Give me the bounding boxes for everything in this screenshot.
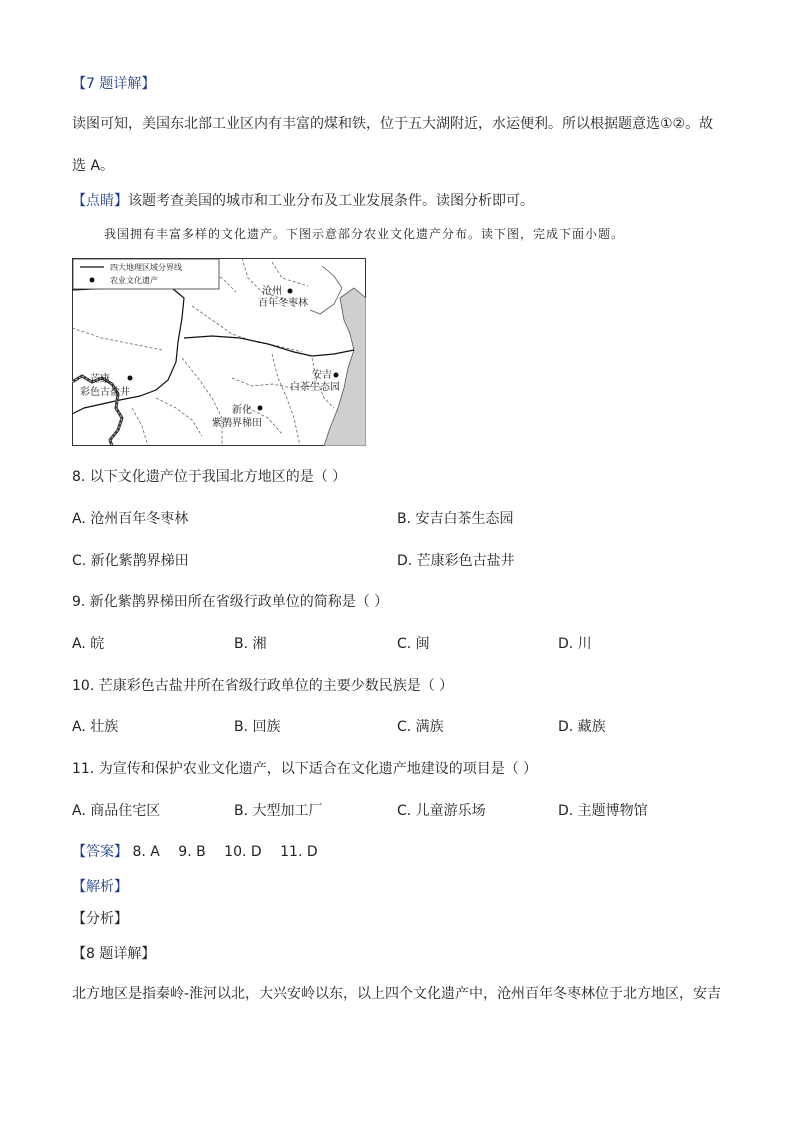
q11-option-d[interactable]: D. 主题博物馆 <box>558 803 648 819</box>
q9-stem: 9. 新化紫鹊界梯田所在省级行政单位的简称是（ ） <box>72 594 389 610</box>
site-name-xinhua: 新化 <box>232 405 252 416</box>
legend-boundary-label: 四大地理区域分界线 <box>110 263 182 272</box>
analysis-tag: 【解析】 <box>72 879 128 895</box>
question-intro: 我国拥有丰富多样的文化遗产。下图示意部分农业文化遗产分布。读下图，完成下面小题。 <box>104 227 625 241</box>
q11-option-a[interactable]: A. 商品住宅区 <box>72 803 161 819</box>
q11-stem: 11. 为宣传和保护农业文化遗产，以下适合在文化遗产地建设的项目是（ ） <box>72 761 538 777</box>
answer-item: 8. A <box>132 844 160 860</box>
legend-heritage-label: 农业文化遗产 <box>110 276 158 285</box>
q8-option-a[interactable]: A. 沧州百年冬枣林 <box>72 511 189 527</box>
answer-item: 9. B <box>178 844 206 860</box>
legend-dot-symbol <box>90 278 95 283</box>
site-desc-cangzhou: 百年冬枣林 <box>258 298 308 309</box>
site-name-mangkang: 芒康 <box>90 374 110 385</box>
answer-line <box>72 842 332 862</box>
q9-option-c[interactable]: C. 闽 <box>397 636 430 652</box>
site-name-anji: 安吉 <box>312 370 332 381</box>
q7-body-line1: 读图可知，美国东北部工业区内有丰富的煤和铁，位于五大湖附近，水运便利。所以根据题意选①②。故 <box>72 116 714 132</box>
fenxi-tag: 【分析】 <box>72 911 128 927</box>
answer-item: 10. D <box>224 844 262 860</box>
q11-option-c[interactable]: C. 儿童游乐场 <box>397 803 486 819</box>
q9-option-b[interactable]: B. 湘 <box>234 636 267 652</box>
site-desc-mangkang: 彩色古盐井 <box>80 387 130 398</box>
q8-option-b[interactable]: B. 安吉白茶生态园 <box>397 511 514 527</box>
q7-body-line2: 选 A。 <box>72 158 115 174</box>
site-dot-mangkang <box>128 376 133 381</box>
q8-detail-heading: 【8 题详解】 <box>72 946 156 962</box>
q11-option-b[interactable]: B. 大型加工厂 <box>234 803 323 819</box>
q10-option-d[interactable]: D. 藏族 <box>558 719 606 735</box>
answer-tag: 【答案】 <box>72 844 128 860</box>
q8-detail-body: 北方地区是指秦岭-淮河以北，大兴安岭以东，以上四个文化遗产中，沧州百年冬枣林位于北方地区，安吉 <box>72 986 722 1002</box>
site-dot-anji <box>334 373 339 378</box>
q8-option-d[interactable]: D. 芒康彩色古盐井 <box>397 553 515 569</box>
q8-option-c[interactable]: C. 新化紫鹊界梯田 <box>72 553 189 569</box>
q10-option-c[interactable]: C. 满族 <box>397 719 444 735</box>
site-dot-xinhua <box>258 406 263 411</box>
q10-stem: 10. 芒康彩色古盐井所在省级行政单位的主要少数民族是（ ） <box>72 678 454 694</box>
comment-text: 该题考查美国的城市和工业分布及工业发展条件。读图分析即可。 <box>128 193 534 209</box>
comment-tag: 【点睛】 <box>72 193 128 209</box>
answer-item: 11. D <box>280 844 318 860</box>
site-desc-anji: 白茶生态园 <box>290 382 340 393</box>
site-dot-cangzhou <box>288 289 293 294</box>
comment-line <box>72 191 534 211</box>
q10-option-a[interactable]: A. 壮族 <box>72 719 119 735</box>
site-desc-xinhua: 紫鹊界梯田 <box>212 418 262 429</box>
q9-option-d[interactable]: D. 川 <box>558 636 592 652</box>
heritage-map <box>72 258 366 446</box>
q9-option-a[interactable]: A. 皖 <box>72 636 105 652</box>
q7-heading: 【7 题详解】 <box>72 76 156 92</box>
site-name-cangzhou: 沧州 <box>262 286 282 297</box>
q8-stem: 8. 以下文化遗产位于我国北方地区的是（ ） <box>72 469 347 485</box>
q10-option-b[interactable]: B. 回族 <box>234 719 281 735</box>
